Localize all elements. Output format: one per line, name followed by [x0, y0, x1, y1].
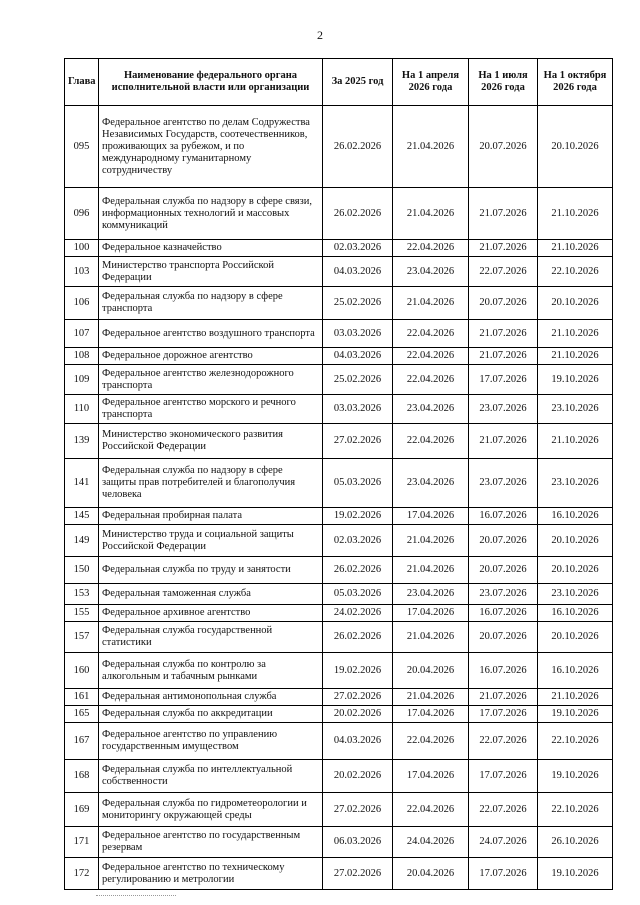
- chapter-code: 157: [65, 622, 99, 653]
- date-july-2026: 16.07.2026: [469, 605, 538, 622]
- date-october-2026: 19.10.2026: [538, 858, 613, 890]
- date-october-2026: 21.10.2026: [538, 424, 613, 459]
- chapter-code: 109: [65, 365, 99, 395]
- date-year-2025: 26.02.2026: [323, 622, 393, 653]
- organization-name: Министерство труда и социальной защиты Российской Федерации: [99, 525, 323, 557]
- date-year-2025: 26.02.2026: [323, 188, 393, 240]
- date-july-2026: 20.07.2026: [469, 622, 538, 653]
- date-april-2026: 22.04.2026: [393, 424, 469, 459]
- table-row: [65, 723, 613, 760]
- organization-name: Федеральное агентство железнодорожного транспорта: [99, 365, 323, 395]
- chapter-code: 169: [65, 793, 99, 827]
- date-april-2026: 23.04.2026: [393, 584, 469, 605]
- date-year-2025: 19.02.2026: [323, 653, 393, 689]
- organization-name: Федеральное агентство по государственным резервам: [99, 827, 323, 858]
- organization-name: Федеральное архивное агентство: [99, 605, 323, 622]
- organization-name: Федеральное агентство по делам Содружества Независимых Государств, соотечественников, проживающих за рубежом, и по международному гуманитарному сотрудничеству: [99, 106, 323, 188]
- chapter-code: 103: [65, 257, 99, 287]
- date-july-2026: 17.07.2026: [469, 760, 538, 793]
- chapter-code: 107: [65, 320, 99, 348]
- chapter-code: 095: [65, 106, 99, 188]
- table-row: [65, 508, 613, 525]
- date-october-2026: 16.10.2026: [538, 508, 613, 525]
- organization-name: Федеральное агентство воздушного транспорта: [99, 320, 323, 348]
- date-october-2026: 21.10.2026: [538, 188, 613, 240]
- organization-name: Федеральная служба по труду и занятости: [99, 557, 323, 584]
- date-july-2026: 16.07.2026: [469, 508, 538, 525]
- date-april-2026: 21.04.2026: [393, 106, 469, 188]
- date-april-2026: 24.04.2026: [393, 827, 469, 858]
- date-october-2026: 22.10.2026: [538, 793, 613, 827]
- date-july-2026: 23.07.2026: [469, 395, 538, 424]
- date-july-2026: 17.07.2026: [469, 858, 538, 890]
- table-row: [65, 653, 613, 689]
- date-july-2026: 22.07.2026: [469, 723, 538, 760]
- date-april-2026: 22.04.2026: [393, 240, 469, 257]
- date-year-2025: 04.03.2026: [323, 348, 393, 365]
- header-october-2026: На 1 октября 2026 года: [538, 59, 613, 106]
- chapter-code: 155: [65, 605, 99, 622]
- table-row: [65, 689, 613, 706]
- date-april-2026: 23.04.2026: [393, 395, 469, 424]
- organization-name: Федеральная служба государственной статистики: [99, 622, 323, 653]
- chapter-code: 149: [65, 525, 99, 557]
- date-october-2026: 22.10.2026: [538, 257, 613, 287]
- table-row: [65, 348, 613, 365]
- table-row: [65, 240, 613, 257]
- date-april-2026: 20.04.2026: [393, 858, 469, 890]
- date-april-2026: 22.04.2026: [393, 793, 469, 827]
- date-year-2025: 27.02.2026: [323, 858, 393, 890]
- date-april-2026: 17.04.2026: [393, 760, 469, 793]
- date-july-2026: 21.07.2026: [469, 424, 538, 459]
- date-year-2025: 25.02.2026: [323, 365, 393, 395]
- date-april-2026: 21.04.2026: [393, 557, 469, 584]
- date-october-2026: 23.10.2026: [538, 395, 613, 424]
- organization-name: Федеральное казначейство: [99, 240, 323, 257]
- table-row: [65, 287, 613, 320]
- table-row: [65, 188, 613, 240]
- date-july-2026: 21.07.2026: [469, 188, 538, 240]
- date-october-2026: 16.10.2026: [538, 653, 613, 689]
- reporting-deadlines-table: [64, 58, 613, 890]
- date-year-2025: 02.03.2026: [323, 525, 393, 557]
- organization-name: Федеральное агентство морского и речного транспорта: [99, 395, 323, 424]
- date-october-2026: 20.10.2026: [538, 622, 613, 653]
- date-october-2026: 21.10.2026: [538, 320, 613, 348]
- date-year-2025: 05.03.2026: [323, 584, 393, 605]
- date-july-2026: 22.07.2026: [469, 257, 538, 287]
- organization-name: Федеральная служба по контролю за алкогольным и табачным рынками: [99, 653, 323, 689]
- header-april-2026: На 1 апреля 2026 года: [393, 59, 469, 106]
- date-october-2026: 20.10.2026: [538, 557, 613, 584]
- date-year-2025: 02.03.2026: [323, 240, 393, 257]
- date-july-2026: 21.07.2026: [469, 320, 538, 348]
- table-row: [65, 525, 613, 557]
- table-row: [65, 827, 613, 858]
- table-row: [65, 424, 613, 459]
- chapter-code: 168: [65, 760, 99, 793]
- date-july-2026: 21.07.2026: [469, 240, 538, 257]
- date-april-2026: 22.04.2026: [393, 348, 469, 365]
- chapter-code: 106: [65, 287, 99, 320]
- date-july-2026: 20.07.2026: [469, 106, 538, 188]
- organization-name: Федеральная пробирная палата: [99, 508, 323, 525]
- organization-name: Министерство экономического развития Российской Федерации: [99, 424, 323, 459]
- table-row: [65, 365, 613, 395]
- date-year-2025: 03.03.2026: [323, 320, 393, 348]
- organization-name: Федеральная служба по гидрометеорологии и мониторингу окружающей среды: [99, 793, 323, 827]
- date-october-2026: 19.10.2026: [538, 706, 613, 723]
- date-october-2026: 20.10.2026: [538, 525, 613, 557]
- table-row: [65, 257, 613, 287]
- date-july-2026: 17.07.2026: [469, 706, 538, 723]
- organization-name: Федеральная служба по надзору в сфере транспорта: [99, 287, 323, 320]
- date-july-2026: 23.07.2026: [469, 584, 538, 605]
- chapter-code: 139: [65, 424, 99, 459]
- date-october-2026: 20.10.2026: [538, 287, 613, 320]
- table-row: [65, 706, 613, 723]
- table-row: [65, 760, 613, 793]
- table-row: [65, 793, 613, 827]
- date-july-2026: 20.07.2026: [469, 525, 538, 557]
- date-july-2026: 20.07.2026: [469, 287, 538, 320]
- date-october-2026: 21.10.2026: [538, 348, 613, 365]
- date-october-2026: 19.10.2026: [538, 365, 613, 395]
- date-april-2026: 23.04.2026: [393, 257, 469, 287]
- date-april-2026: 21.04.2026: [393, 689, 469, 706]
- organization-name: Федеральная служба по аккредитации: [99, 706, 323, 723]
- date-year-2025: 03.03.2026: [323, 395, 393, 424]
- footer-mark: [96, 895, 176, 898]
- organization-name: Федеральная таможенная служба: [99, 584, 323, 605]
- date-july-2026: 21.07.2026: [469, 348, 538, 365]
- date-year-2025: 05.03.2026: [323, 459, 393, 508]
- date-april-2026: 17.04.2026: [393, 508, 469, 525]
- date-october-2026: 20.10.2026: [538, 106, 613, 188]
- header-july-2026: На 1 июля 2026 года: [469, 59, 538, 106]
- table-row: [65, 459, 613, 508]
- table-row: [65, 557, 613, 584]
- date-july-2026: 17.07.2026: [469, 365, 538, 395]
- date-october-2026: 23.10.2026: [538, 459, 613, 508]
- header-organization-name: Наименование федерального органа исполнительной власти или организации: [99, 59, 323, 106]
- date-year-2025: 25.02.2026: [323, 287, 393, 320]
- chapter-code: 171: [65, 827, 99, 858]
- chapter-code: 096: [65, 188, 99, 240]
- date-july-2026: 22.07.2026: [469, 793, 538, 827]
- date-july-2026: 23.07.2026: [469, 459, 538, 508]
- date-april-2026: 22.04.2026: [393, 320, 469, 348]
- table-header-row: [65, 59, 613, 106]
- date-july-2026: 24.07.2026: [469, 827, 538, 858]
- table-row: [65, 320, 613, 348]
- organization-name: Федеральное агентство по управлению государственным имуществом: [99, 723, 323, 760]
- organization-name: Федеральная антимонопольная служба: [99, 689, 323, 706]
- organization-name: Федеральная служба по надзору в сфере связи, информационных технологий и массовых коммуникаций: [99, 188, 323, 240]
- header-year-2025: За 2025 год: [323, 59, 393, 106]
- date-year-2025: 27.02.2026: [323, 424, 393, 459]
- chapter-code: 165: [65, 706, 99, 723]
- date-october-2026: 16.10.2026: [538, 605, 613, 622]
- organization-name: Федеральная служба по интеллектуальной собственности: [99, 760, 323, 793]
- date-year-2025: 26.02.2026: [323, 557, 393, 584]
- date-year-2025: 26.02.2026: [323, 106, 393, 188]
- date-year-2025: 06.03.2026: [323, 827, 393, 858]
- date-october-2026: 26.10.2026: [538, 827, 613, 858]
- date-april-2026: 23.04.2026: [393, 459, 469, 508]
- date-year-2025: 27.02.2026: [323, 793, 393, 827]
- date-year-2025: 20.02.2026: [323, 760, 393, 793]
- chapter-code: 172: [65, 858, 99, 890]
- table-row: [65, 605, 613, 622]
- date-april-2026: 22.04.2026: [393, 723, 469, 760]
- page-number: 2: [317, 28, 323, 42]
- table-row: [65, 584, 613, 605]
- chapter-code: 153: [65, 584, 99, 605]
- table-row: [65, 858, 613, 890]
- chapter-code: 161: [65, 689, 99, 706]
- chapter-code: 160: [65, 653, 99, 689]
- organization-name: Федеральное дорожное агентство: [99, 348, 323, 365]
- organization-name: Министерство транспорта Российской Федерации: [99, 257, 323, 287]
- date-july-2026: 21.07.2026: [469, 689, 538, 706]
- date-year-2025: 19.02.2026: [323, 508, 393, 525]
- table-row: [65, 395, 613, 424]
- chapter-code: 100: [65, 240, 99, 257]
- date-year-2025: 20.02.2026: [323, 706, 393, 723]
- date-year-2025: 24.02.2026: [323, 605, 393, 622]
- chapter-code: 110: [65, 395, 99, 424]
- date-october-2026: 23.10.2026: [538, 584, 613, 605]
- date-april-2026: 17.04.2026: [393, 605, 469, 622]
- date-october-2026: 22.10.2026: [538, 723, 613, 760]
- chapter-code: 108: [65, 348, 99, 365]
- date-year-2025: 04.03.2026: [323, 257, 393, 287]
- date-october-2026: 19.10.2026: [538, 760, 613, 793]
- chapter-code: 167: [65, 723, 99, 760]
- table-row: [65, 622, 613, 653]
- date-july-2026: 20.07.2026: [469, 557, 538, 584]
- date-october-2026: 21.10.2026: [538, 240, 613, 257]
- date-april-2026: 17.04.2026: [393, 706, 469, 723]
- chapter-code: 150: [65, 557, 99, 584]
- organization-name: Федеральная служба по надзору в сфере защиты прав потребителей и благополучия человека: [99, 459, 323, 508]
- date-october-2026: 21.10.2026: [538, 689, 613, 706]
- date-april-2026: 20.04.2026: [393, 653, 469, 689]
- date-april-2026: 21.04.2026: [393, 525, 469, 557]
- organization-name: Федеральное агентство по техническому регулированию и метрологии: [99, 858, 323, 890]
- chapter-code: 141: [65, 459, 99, 508]
- date-april-2026: 21.04.2026: [393, 188, 469, 240]
- chapter-code: 145: [65, 508, 99, 525]
- header-chapter: Глава: [65, 59, 99, 106]
- date-year-2025: 04.03.2026: [323, 723, 393, 760]
- date-july-2026: 16.07.2026: [469, 653, 538, 689]
- table-row: [65, 106, 613, 188]
- date-year-2025: 27.02.2026: [323, 689, 393, 706]
- date-april-2026: 21.04.2026: [393, 287, 469, 320]
- date-april-2026: 21.04.2026: [393, 622, 469, 653]
- date-april-2026: 22.04.2026: [393, 365, 469, 395]
